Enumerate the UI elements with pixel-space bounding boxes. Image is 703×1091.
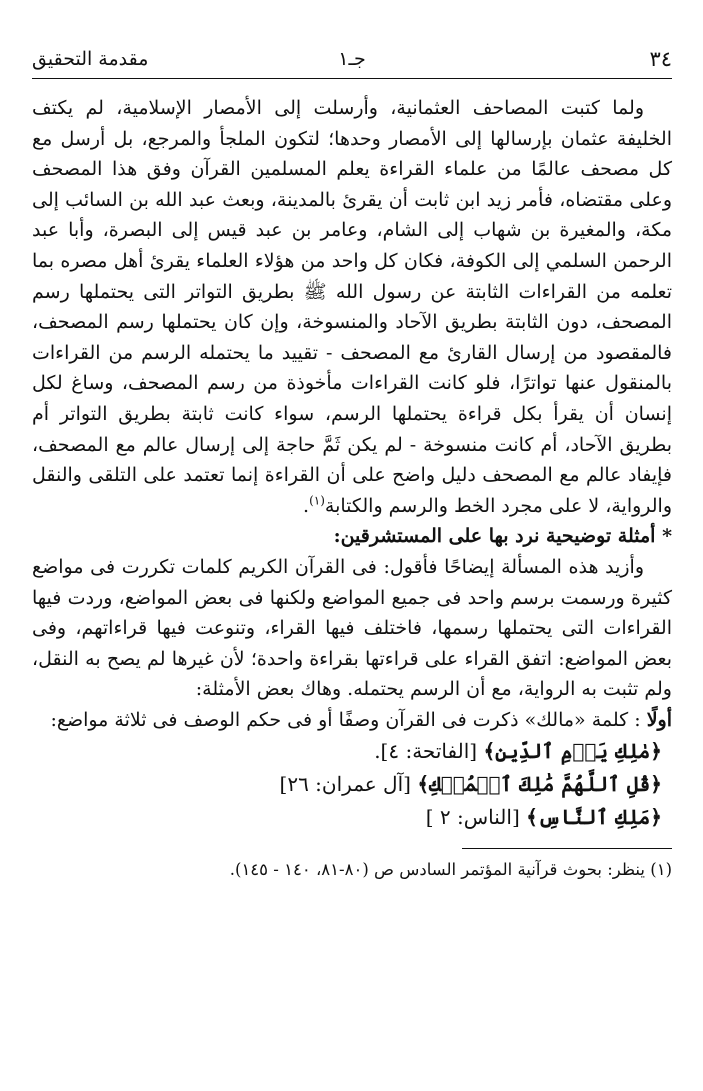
paragraph-1 — [32, 93, 672, 521]
section-title: مقدمة التحقيق — [32, 48, 149, 70]
verse-3-ref: [الناس: ٢ ] — [425, 805, 520, 830]
verse-3-text: ﴿مَلِكِ ٱلنَّاسِ﴾ — [526, 805, 662, 830]
paragraph-1-end: . — [303, 494, 310, 517]
footnote-reference: (١) — [309, 493, 325, 508]
paragraph-3-lead: أولًا — [646, 708, 672, 731]
paragraph-3 — [32, 705, 672, 736]
page-number: ٣٤ — [649, 47, 672, 71]
running-header — [32, 42, 672, 76]
footnote: (١) ينظر: بحوث قرآنية المؤتمر السادس ص (٨٠-٨١، ١٤٠ - ١٤٥). — [229, 860, 672, 880]
verse-2 — [32, 768, 672, 801]
paragraph-3-text: : كلمة «مالك» ذكرت فى القرآن وصفًا أو فى حكم الوصف فى ثلاثة مواضع: — [50, 708, 641, 731]
verse-1-text: ﴿مٰلِكِ يَوۡمِ ٱلدِّينِ﴾ — [483, 739, 662, 764]
document-page — [32, 42, 672, 1062]
paragraph-1-text: ولما كتبت المصاحف العثمانية، وأرسلت إلى الأمصار الإسلامية، لم يكتف الخليفة عثمان بإرسالها إلى الأمصار وحدها؛ لتكون الملجأ والمرجع، بل أرسل مع كل مصحف عالمًا من علماء القراءة يعلم المسلمين القرآن وفق هذا المصحف وعلى مقتضاه، فأمر زيد ابن ثابت أن يقرئ بالمدينة، وبعث عبد الله بن السائب إلى مكة، والمغيرة بن شهاب إلى الشام، وعامر بن عبد قيس إلى البصرة، وأبا عبد الرحمن السلمي إلى الكوفة، فكان كل واحد من هؤلاء العلماء يقرئ أهل مصره بما تعلمه من القراءات الثابتة عن رسول الله ﷺ بطريق التواتر التى يحتملها رسم المصحف، دون الثابتة بطريق الآحاد والمنسوخة، وإن كان يحتملها رسم المصحف، فالمقصود من إرسال القارئ مع المصحف - تقييد ما يحتمله الرسم من القراءات بالمنقول عنها تواترًا، فلو كانت القراءات مأخوذة من رسم المصحف، وساغ لكل إنسان أن يقرأ بكل قراءة يحتملها الرسم، سواء كانت ثابتة بطريق التواتر أم بطريق الآحاد، أم كانت منسوخة - لم يكن ثَمَّ حاجة إلى إرسال عالم مع المصحف، فإيفاد عالم مع المصحف دليل واضح على أن القراءة إنما تعتمد على التلقى والنقل والرواية، لا على مجرد الخط والرسم والكتابة — [32, 97, 673, 517]
header-rule — [32, 78, 672, 79]
footnote-rule — [462, 848, 672, 849]
main-text — [32, 93, 672, 834]
verse-1-ref: [الفاتحة: ٤]. — [374, 739, 478, 764]
volume-label: جـ١ — [338, 48, 366, 70]
section-heading: * أمثلة توضيحية نرد بها على المستشرقين: — [333, 525, 672, 548]
verse-1 — [32, 735, 672, 768]
verse-3 — [32, 801, 672, 834]
verse-2-text: ﴿قُلِ ٱللَّهُمَّ مَٰلِكَ ٱلۡمُلۡكِ﴾ — [417, 772, 662, 797]
paragraph-2: وأزيد هذه المسألة إيضاحًا فأقول: فى القرآن الكريم كلمات تكررت فى مواضع كثيرة ورسمت برسم واحد فى جميع المواضع ولكنها فى بعض المواضع، وردت فيها القراءات التى يحتملها رسمها، فاختلف فيها القراء، وتنوعت فيها قراءاتهم، وفى بعض المواضع: اتفق القراء على قراءتها بقراءة واحدة؛ لأن غيرها لم يصح به النقل، ولم تثبت به الرواية، مع أن الرسم يحتمله. وهاك بعض الأمثلة: — [32, 555, 672, 701]
verse-2-ref: [آل عمران: ٢٦] — [279, 772, 411, 797]
